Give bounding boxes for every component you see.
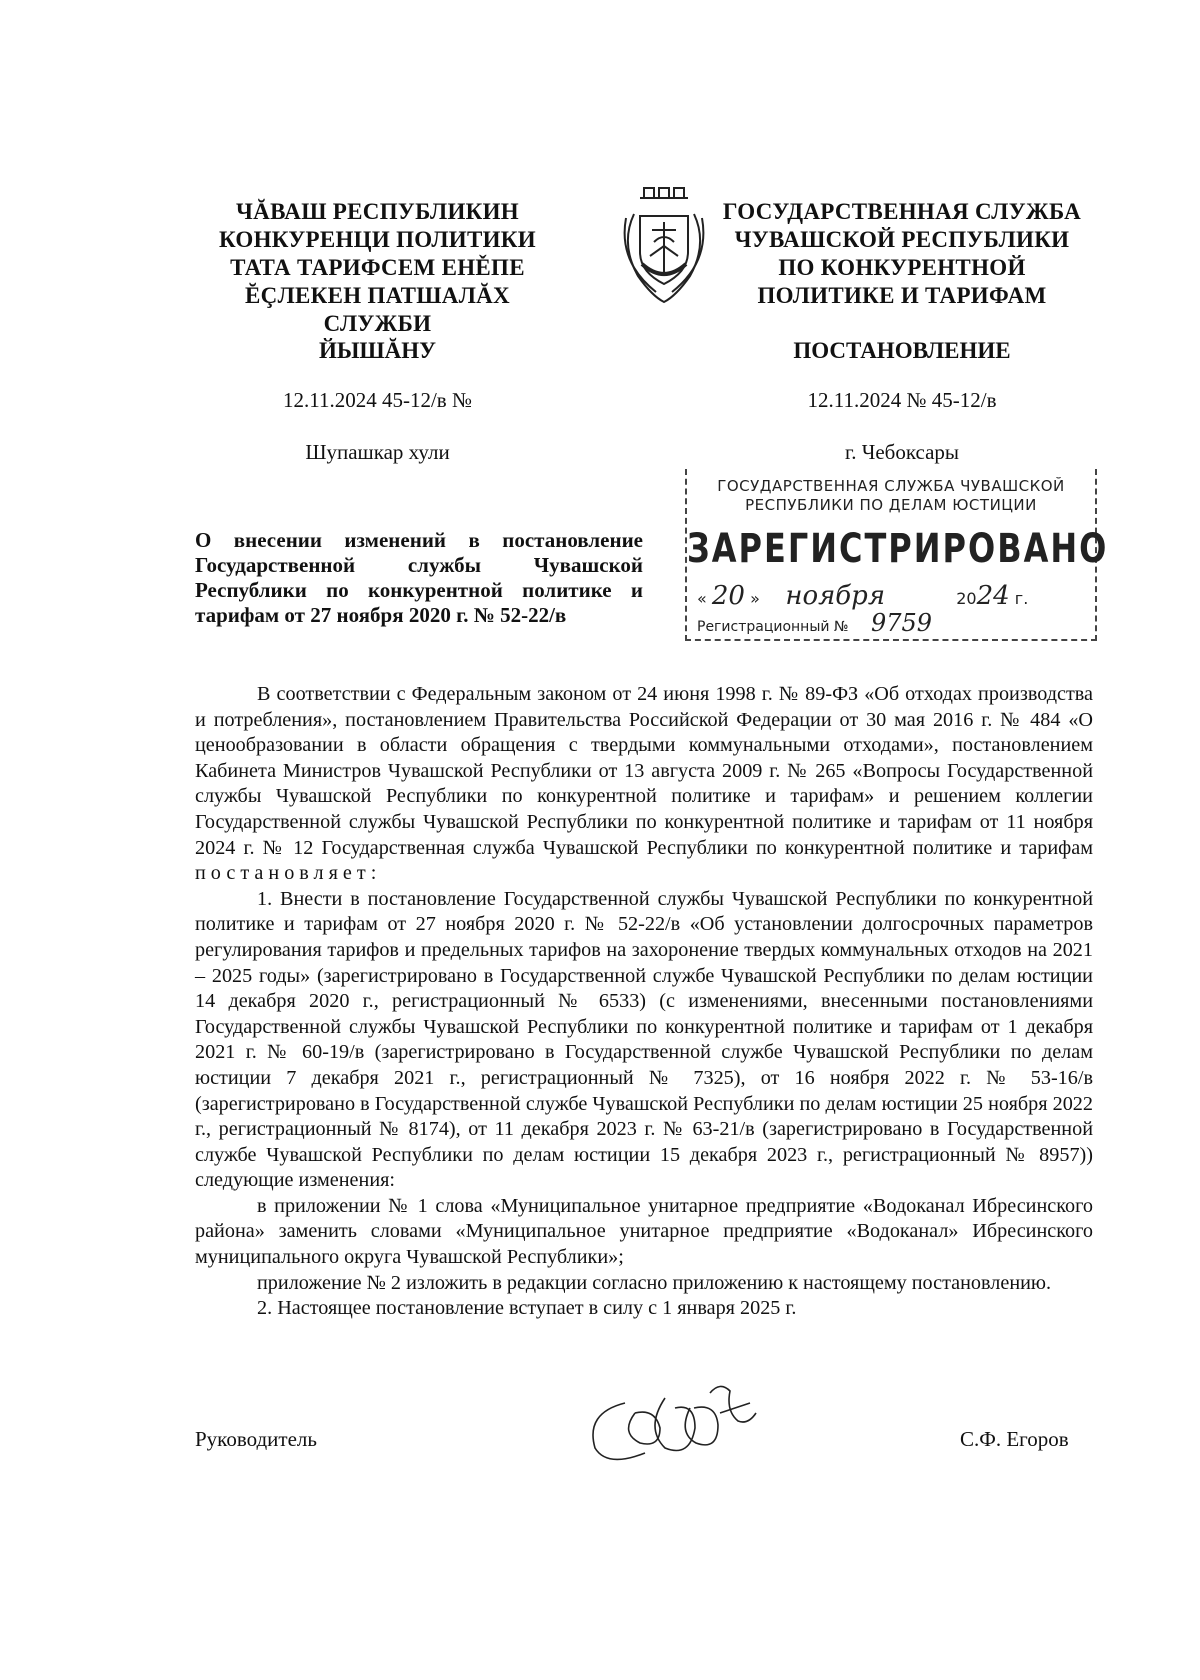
body-paragraph-text: В соответствии с Федеральным законом от 24 июня 1998 г. № 89-ФЗ «Об отходах производства и потребления», постановлением Правительства Российской Федерации от 30 мая 2016 г. № 484 «О ценообразовании в области обращения с твердыми коммунальными отходами», постановлением Кабинета Министров Чувашской Республики от 13 августа 2009 г. № 265 «Вопросы Государственной службы Чувашской Республики по конкурентной политике и тарифам» и решением коллегии Государственной службы Чувашской Республики по конкурентной политике и тарифам от 11 ноября 2024 г. № 12 Государственная служба Чувашской Республики по конкурентной политике и тарифам (195, 683, 1093, 859)
doc-date-number-chuvash: 12.11.2024 45-12/в № (283, 388, 472, 412)
stamp-org-line: ГОСУДАРСТВЕННАЯ СЛУЖБА ЧУВАШСКОЙ (717, 477, 1065, 495)
doc-date-number-russian: 12.11.2024 № 45-12/в (807, 388, 997, 412)
body-emphasis: постановляет: (195, 862, 382, 885)
header-right-line: ГОСУДАРСТВЕННАЯ СЛУЖБА (722, 199, 1082, 224)
body-paragraph (195, 682, 1093, 887)
stamp-reg-label: Регистрационный № (697, 619, 849, 635)
registration-stamp (685, 469, 1109, 641)
stamp-year-prefix: 20 (956, 589, 977, 608)
body-paragraph: в приложении № 1 слова «Муниципальное унитарное предприятие «Водоканал Ибресинского района» заменить словами «Муниципальное унитарное предприятие «Водоканал» Ибресинского муниципального округа Чувашской Республики»; (195, 1194, 1093, 1269)
chuvash-coat-of-arms-icon (614, 186, 714, 310)
stamp-quote-open: « (697, 589, 707, 608)
body-paragraph: приложение № 2 изложить в редакции согласно приложению к настоящему постановлению. (257, 1271, 1052, 1294)
handwritten-signature-icon (580, 1373, 780, 1473)
stamp-status: ЗАРЕГИСТРИРОВАНО (687, 524, 1109, 572)
signer-role: Руководитель (195, 1427, 317, 1451)
stamp-org-line: РЕСПУБЛИКИ ПО ДЕЛАМ ЮСТИЦИИ (745, 496, 1037, 514)
city-russian: г. Чебоксары (844, 440, 960, 464)
doc-type-chuvash: ЙЫШĂНУ (318, 338, 437, 363)
header-right-line: ПОЛИТИКЕ И ТАРИФАМ (757, 283, 1047, 308)
stamp-date-month: ноября (785, 581, 886, 611)
header-left-line: ТАТА ТАРИФСЕМ ЕНĚПЕ (230, 255, 525, 280)
stamp-date (697, 581, 1087, 611)
stamp-year-unit: г. (1014, 589, 1029, 608)
document-body (195, 682, 1093, 1322)
stamp-registration (697, 609, 1087, 637)
body-paragraph: 2. Настоящее постановление вступает в силу с 1 января 2025 г. (257, 1297, 797, 1320)
stamp-reg-number: 9759 (870, 609, 933, 637)
stamp-year-suffix: 24 (976, 581, 1010, 611)
header-left-line: ЧĂВАШ РЕСПУБЛИКИН (236, 199, 519, 224)
body-paragraph: 1. Внести в постановление Государственной службы Чувашской Республики по конкурентной политике и тарифам от 27 ноября 2020 г. № 52-22/в «Об установлении долгосрочных параметров регулирования тарифов и предельных тарифов на захоронение твердых коммунальных отходов на 2021 – 2025 годы» (зарегистрировано в Государственной службе Чувашской Республики по делам юстиции 14 декабря 2020 г., регистрационный № 6533) (с изменениями, внесенными постановлениями Государственной службы Чувашской Республики по конкурентной политике и тарифам от 1 декабря 2021 г. № 60-19/в (зарегистрировано в Государственной службе Чувашской Республики по делам юстиции 7 декабря 2021 г., регистрационный № 7325), от 16 ноября 2022 г. № 53-16/в (зарегистрировано в Государственной службе Чувашской Республики по делам юстиции 25 ноября 2022 г., регистрационный № 8174), от 11 декабря 2023 г. № 63-21/в (зарегистрировано в Государственной службе Чувашской Республики по делам юстиции 15 декабря 2023 г., регистрационный № 8957)) следующие изменения: (195, 887, 1093, 1192)
header-right-title (712, 198, 1092, 310)
document-subject: О внесении изменений в постановление Государственной службы Чувашской Республики по конкурентной политике и тарифам от 27 ноября 2020 г. № 52-22/в (195, 528, 643, 627)
stamp-organization (687, 477, 1095, 515)
stamp-quote-close: » (750, 589, 760, 608)
signer-name: С.Ф. Егоров (960, 1427, 1069, 1451)
doc-type-russian: ПОСТАНОВЛЕНИЕ (793, 338, 1011, 363)
stamp-date-day: 20 (711, 581, 745, 611)
header-left-title (190, 198, 565, 338)
city-chuvash: Шупашкар хули (305, 440, 450, 464)
header-right-line: ЧУВАШСКОЙ РЕСПУБЛИКИ (734, 227, 1070, 252)
header-right-line: ПО КОНКУРЕНТНОЙ (778, 255, 1026, 280)
header-left-line: ĔÇЛЕКЕН ПАТШАЛĂХ СЛУЖБИ (245, 283, 510, 336)
header-left-line: КОНКУРЕНЦИ ПОЛИТИКИ (219, 227, 536, 252)
